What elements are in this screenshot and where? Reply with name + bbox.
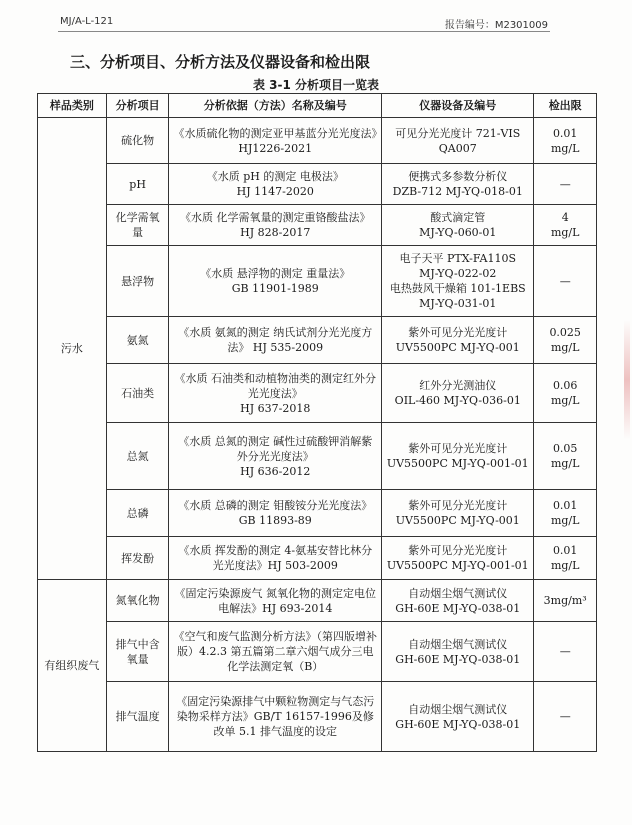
equipment-text: 可见分光光度计 721-VIS [395,126,521,140]
method-text: 《水质 总磷的测定 钼酸铵分光光度法》 GB 11893-89 [178,499,373,527]
method-text: HJ 636-2012 [240,464,311,478]
equipment-text: UV5500PC MJ-YQ-001-01 [386,457,529,470]
method-cell [169,423,382,490]
equipment-text: DZB-712 MJ-YQ-018-01 [392,185,523,198]
equipment-cell [382,622,534,682]
detection-limit-text: 0.025 [549,326,581,339]
equipment-text: 紫外可见分光光度计 [408,326,508,339]
analysis-item-cell: 总氮 [106,423,169,490]
analysis-item-cell: 排气温度 [106,682,169,752]
equipment-cell [382,423,534,490]
analysis-item-cell: 氨氮 [106,317,169,364]
table-row [38,118,597,164]
method-cell [169,364,382,423]
equipment-text: 自动烟尘烟气测试仪 [408,702,508,716]
equipment-cell [382,164,534,205]
col-header-method: 分析依据（方法）名称及编号 [169,94,382,118]
method-text: 《空气和废气监测分析方法》（第四版增补版）4.2.3 第五篇第二章六烟气成分三电化学法测定氧（B） [173,630,378,673]
detection-limit-cell [534,364,597,423]
table-row [38,537,597,580]
sample-category-cell: 有组织废气 [38,580,107,752]
col-header-limit: 检出限 [534,94,597,118]
table-row [38,364,597,423]
equipment-text: 紫外可见分光光度计 [408,499,508,512]
method-cell [169,118,382,164]
detection-limit-text: — [559,645,571,658]
detection-limit-text: 0.01 [552,499,578,512]
equipment-cell [382,118,534,164]
detection-limit-text: 0.01 [552,544,578,557]
equipment-cell [382,205,534,246]
method-text: HJ 1147-2020 [236,185,314,198]
table-row [38,622,597,682]
col-header-category: 样品类别 [38,94,107,118]
equipment-text: 酸式滴定管 [430,211,486,224]
analysis-item-cell: 化学需氧量 [106,205,169,246]
method-cell [169,164,382,205]
seal-edge-mark [624,320,630,440]
equipment-text: 紫外可见分光光度计 [408,544,508,557]
method-cell [169,317,382,364]
method-text: 《水质 化学需氧量的测定重铬酸盐法》 HJ 828-2017 [180,211,371,239]
equipment-text: GH-60E MJ-YQ-038-01 [395,652,521,666]
analysis-item-cell: 排气中含氧量 [106,622,169,682]
table-row [38,423,597,490]
detection-limit-cell [534,622,597,682]
method-cell [169,622,382,682]
detection-limit-text: — [559,177,571,191]
table-row [38,205,597,246]
equipment-text: QA007 [438,141,477,155]
equipment-text: GH-60E MJ-YQ-038-01 [395,601,521,615]
equipment-text: 自动烟尘烟气测试仪 [408,637,508,651]
detection-limit-cell [534,490,597,537]
method-text: 《水质 挥发酚的测定 4-氨基安替比林分光光度法》HJ 503-2009 [178,544,373,572]
detection-limit-text: — [559,274,571,288]
method-text: 《水质 石油类和动植物油类的测定红外分光光度法》 [174,371,377,400]
equipment-text: MJ-YQ-031-01 [419,297,497,310]
sample-category-cell: 污水 [38,118,107,580]
equipment-cell [382,317,534,364]
analysis-item-cell: 悬浮物 [106,246,169,317]
equipment-text: UV5500PC MJ-YQ-001-01 [386,559,529,572]
detection-limit-text: mg/L [550,226,580,239]
col-header-equipment: 仪器设备及编号 [382,94,534,118]
document-code: MJ/A-L-121 [60,16,114,27]
header-divider [58,31,550,32]
analysis-item-cell: 硫化物 [106,118,169,164]
detection-limit-text: mg/L [550,341,580,354]
method-cell [169,490,382,537]
detection-limit-text: mg/L [550,141,580,155]
detection-limit-text: 4 [561,211,569,224]
analysis-item-cell: 总磷 [106,490,169,537]
method-text: 《水质 悬浮物的测定 重量法》 [200,267,351,280]
equipment-cell [382,246,534,317]
equipment-text: 紫外可见分光光度计 [408,442,508,455]
detection-limit-cell [534,118,597,164]
method-cell [169,205,382,246]
detection-limit-cell [534,537,597,580]
equipment-text: OIL-460 MJ-YQ-036-01 [394,394,521,407]
method-cell [169,246,382,317]
method-text: 《水质硫化物的测定亚甲基蓝分光光度法》HJ1226-2021 [173,126,378,155]
method-text: GB 11901-1989 [231,282,319,295]
equipment-text: 便携式多参数分析仪 [408,170,508,183]
detection-limit-cell [534,164,597,205]
equipment-text: 红外分光测油仪 [419,379,497,392]
detection-limit-cell [534,682,597,752]
method-text: 《水质 总氮的测定 碱性过硫酸钾消解紫外分光光度法》 [178,434,373,463]
table-row [38,164,597,205]
table-caption: 表 3-1 分析项目一览表 [252,78,380,92]
equipment-cell [382,490,534,537]
detection-limit-cell [534,246,597,317]
equipment-cell [382,364,534,423]
equipment-text: GH-60E MJ-YQ-038-01 [395,717,521,731]
report-number: 报告编号：M2301009 [444,20,548,31]
method-text: 《水质 pH 的测定 电极法》 [206,170,344,183]
equipment-text: MJ-YQ-022-02 [419,267,497,280]
col-header-item: 分析项目 [106,94,169,118]
table-row [38,490,597,537]
detection-limit-text: 3mg/m³ [543,594,587,607]
method-text: 《固定污染源废气 氮氧化物的测定定电位电解法》HJ 693-2014 [174,586,377,615]
equipment-text: 电热鼓风干燥箱 101-1EBS [389,282,526,295]
table-header-row [38,94,597,118]
detection-limit-cell [534,317,597,364]
equipment-text: MJ-YQ-060-01 [419,226,497,239]
method-cell [169,537,382,580]
detection-limit-cell [534,423,597,490]
method-text: HJ 637-2018 [240,401,311,415]
equipment-text: UV5500PC MJ-YQ-001 [395,514,520,527]
analysis-item-cell: 挥发酚 [106,537,169,580]
detection-limit-text: mg/L [550,559,580,572]
analysis-item-cell: 氮氧化物 [106,580,169,622]
equipment-text: 电子天平 PTX-FA110S [399,252,517,265]
method-text: 《固定污染源排气中颗粒物测定与气态污染物采样方法》GB/T 16157-1996及修改单 5.1 排气温度的设定 [176,695,375,738]
table-row [38,246,597,317]
analysis-item-cell: 石油类 [106,364,169,423]
table-row [38,682,597,752]
method-cell [169,682,382,752]
section-title: 三、分析项目、分析方法及仪器设备和检出限 [70,53,371,71]
method-text: 《水质 氨氮的测定 纳氏试剂分光光度方法》 HJ 535-2009 [178,326,373,354]
detection-limit-text: mg/L [550,394,580,407]
table-row [38,317,597,364]
equipment-cell [382,682,534,752]
detection-limit-text: — [559,710,571,723]
detection-limit-text: 0.01 [552,126,578,140]
detection-limit-text: mg/L [550,514,580,527]
equipment-text: UV5500PC MJ-YQ-001 [395,341,520,354]
equipment-cell [382,580,534,622]
detection-limit-cell [534,205,597,246]
method-cell [169,580,382,622]
detection-limit-text: mg/L [550,457,580,470]
equipment-cell [382,537,534,580]
table-row [38,580,597,622]
analysis-item-cell: pH [106,164,169,205]
equipment-text: 自动烟尘烟气测试仪 [408,586,508,600]
detection-limit-text: 0.06 [552,379,578,392]
detection-limit-cell [534,580,597,622]
detection-limit-text: 0.05 [552,442,578,455]
analysis-items-table [37,93,597,752]
